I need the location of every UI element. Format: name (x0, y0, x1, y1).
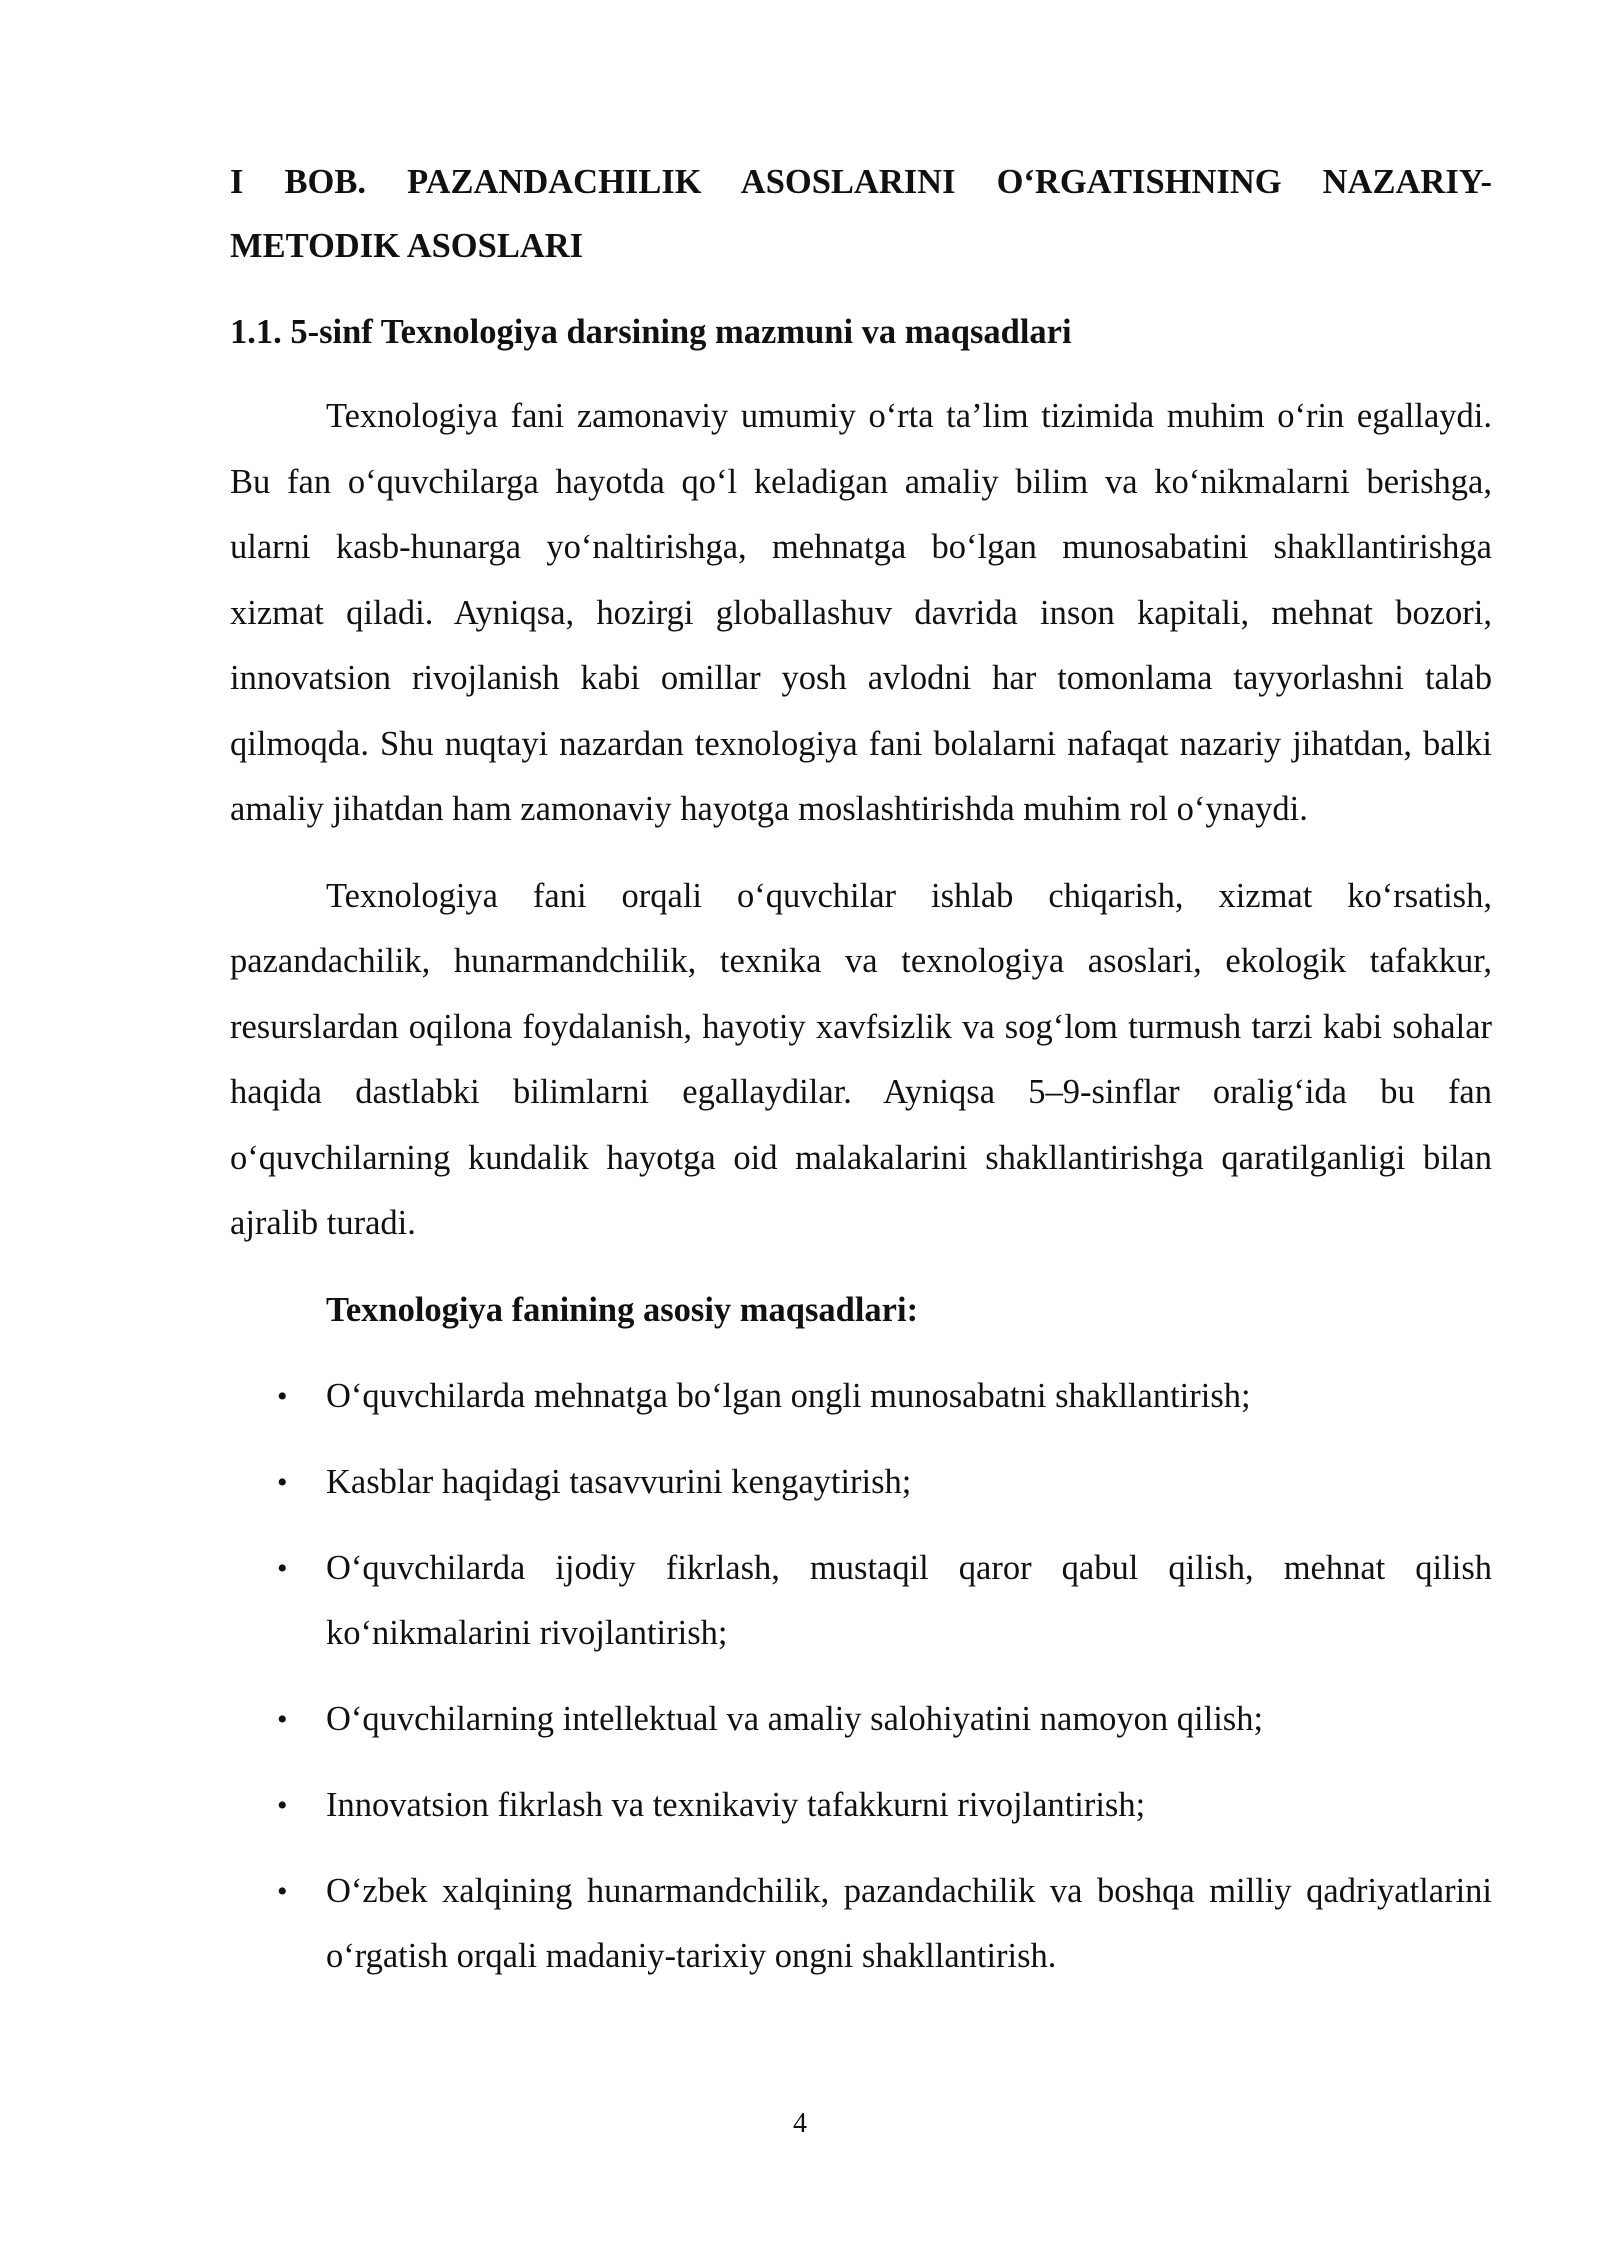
document-page (230, 150, 1492, 2010)
chapter-title: I BOB. PAZANDACHILIK ASOSLARINI O‘RGATISHNING NAZARIY-METODIK ASOSLARI (230, 163, 1492, 265)
bullet-icon: • (277, 1379, 288, 1413)
list-item-text: Innovatsion fikrlash va texnikaviy tafakkurni rivojlantirish; (326, 1785, 1146, 1824)
list-item-text: O‘quvchilarda mehnatga bo‘lgan ongli munosabatni shakllantirish; (326, 1376, 1251, 1415)
list-item (230, 1364, 1492, 1429)
list-item-text: O‘quvchilarning intellektual va amaliy salohiyatini namoyon qilish; (326, 1699, 1264, 1738)
bullet-icon: • (277, 1465, 288, 1499)
list-item-text: O‘quvchilarda ijodiy fikrlash, mustaqil qaror qabul qilish, mehnat qilish ko‘nikmalarini rivojlantirish; (326, 1548, 1492, 1652)
list-item (230, 1687, 1492, 1752)
list-item-text: Kasblar haqidagi tasavvurini kengaytirish; (326, 1462, 912, 1501)
goals-heading: Texnologiya fanining asosiy maqsadlari: (326, 1290, 919, 1329)
page-number: 4 (793, 2108, 807, 2139)
section-title: 1.1. 5-sinf Texnologiya darsining mazmuni va maqsadlari (230, 313, 1072, 351)
bullet-icon: • (277, 1551, 288, 1585)
list-item (230, 1859, 1492, 1989)
bullet-icon: • (277, 1788, 288, 1822)
list-item-text: O‘zbek xalqining hunarmandchilik, pazandachilik va boshqa milliy qadriyatlarini o‘rgatish orqali madaniy-tarixiy ongni shakllantirish. (326, 1871, 1492, 1975)
bullet-icon: • (277, 1874, 288, 1908)
bullet-icon: • (277, 1702, 288, 1736)
list-item (230, 1773, 1492, 1838)
body-paragraph: Texnologiya fani zamonaviy umumiy o‘rta ta’lim tizimida muhim o‘rin egallaydi. Bu fan o‘quvchilarga hayotda qo‘l keladigan amaliy bilim va ko‘nikmalarni berishga, ularni kasb-hunarga yo‘naltirishga, mehnatga bo‘lgan munosabatini shakllantirishga xizmat qiladi. Ayniqsa, hozirgi globallashuv davrida inson kapitali, mehnat bozori, innovatsion rivojlanish kabi omillar yosh avlodni har tomonlama tayyorlashni talab qilmoqda. Shu nuqtayi nazardan texnologiya fani bolalarni nafaqat nazariy jihatdan, balki amaliy jihatdan ham zamonaviy hayotga moslashtirishda muhim rol o‘ynaydi. (230, 397, 1492, 828)
body-paragraph: Texnologiya fani orqali o‘quvchilar ishlab chiqarish, xizmat ko‘rsatish, pazandachilik, hunarmandchilik, texnika va texnologiya asoslari, ekologik tafakkur, resurslardan oqilona foydalanish, hayotiy xavfsizlik va sog‘lom turmush tarzi kabi sohalar haqida dastlabki bilimlarni egallaydilar. Ayniqsa 5–9-sinflar oralig‘ida bu fan o‘quvchilarning kundalik hayotga oid malakalarini shakllantirishga qaratilganligi bilan ajralib turadi. (230, 876, 1492, 1242)
list-item (230, 1450, 1492, 1515)
list-item (230, 1536, 1492, 1666)
goals-list (230, 1364, 1492, 1989)
